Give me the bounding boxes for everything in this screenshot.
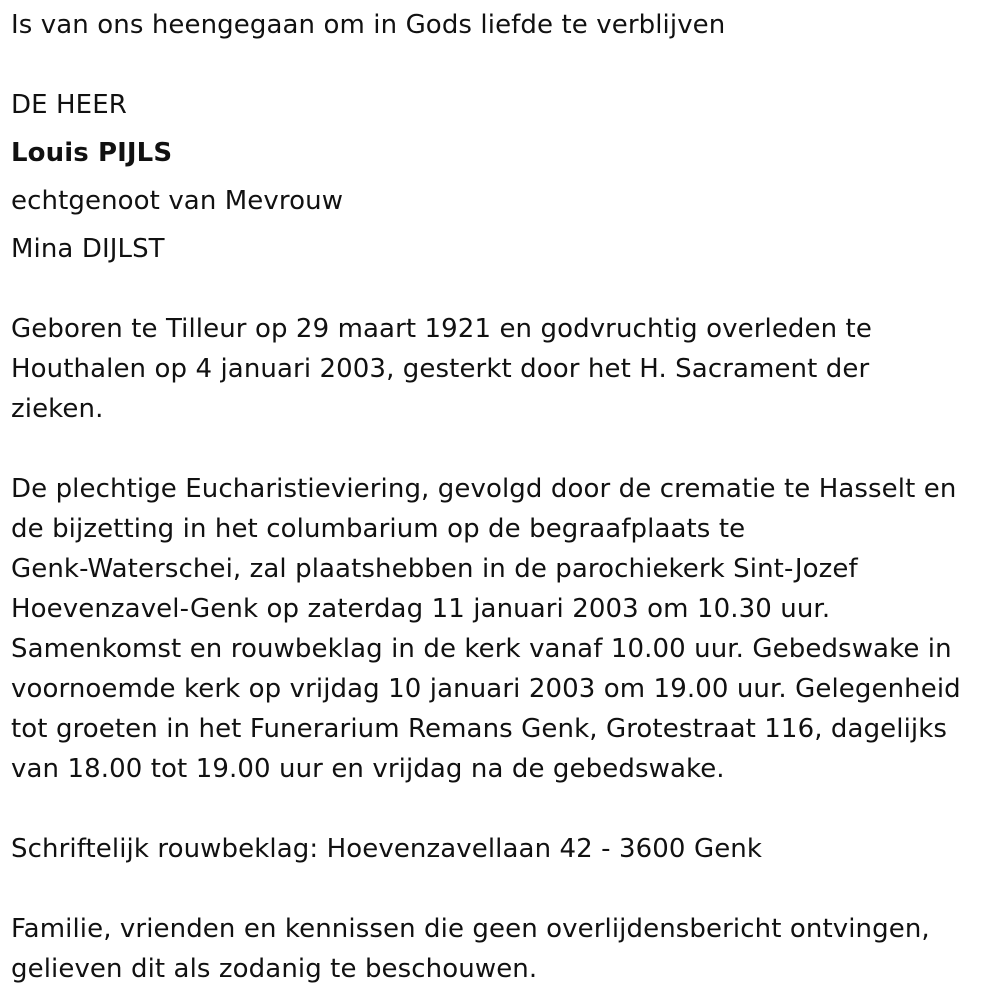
ceremony-paragraph: [11, 469, 986, 789]
spouse-name: Mina DIJLST: [11, 234, 165, 264]
birth-death-line: Houthalen op 4 januari 2003, gesterkt door het H. Sacrament der: [11, 354, 870, 384]
spouse-label: echtgenoot van Mevrouw: [11, 186, 344, 216]
closing-line: Familie, vrienden en kennissen die geen overlijdensbericht ontvingen,: [11, 914, 930, 944]
birth-death-paragraph: [11, 309, 986, 429]
ceremony-line: van 18.00 tot 19.00 uur en vrijdag na de gebedswake.: [11, 754, 725, 784]
closing-line: gelieven dit als zodanig te beschouwen.: [11, 954, 538, 984]
ceremony-line: de bijzetting in het columbarium op de begraafplaats te: [11, 514, 746, 544]
birth-death-line: zieken.: [11, 394, 104, 424]
title-prefix: DE HEER: [11, 90, 127, 120]
written-condolences: Schriftelijk rouwbeklag: Hoevenzavellaan 42 - 3600 Genk: [11, 834, 763, 864]
ceremony-line: Hoevenzavel-Genk op zaterdag 11 januari 2003 om 10.30 uur.: [11, 594, 831, 624]
ceremony-line: voornoemde kerk op vrijdag 10 januari 2003 om 19.00 uur. Gelegenheid: [11, 674, 961, 704]
closing-paragraph: [11, 909, 986, 989]
ceremony-line: tot groeten in het Funerarium Remans Genk, Grotestraat 116, dagelijks: [11, 714, 948, 744]
ceremony-line: Samenkomst en rouwbeklag in de kerk vanaf 10.00 uur. Gebedswake in: [11, 634, 952, 664]
deceased-name: Louis PIJLS: [11, 138, 173, 168]
ceremony-line: Genk-Waterschei, zal plaatshebben in de parochiekerk Sint-Jozef: [11, 554, 858, 584]
intro-text: Is van ons heengegaan om in Gods liefde te verblijven: [11, 10, 726, 40]
birth-death-line: Geboren te Tilleur op 29 maart 1921 en godvruchtig overleden te: [11, 314, 872, 344]
ceremony-line: De plechtige Eucharistieviering, gevolgd door de crematie te Hasselt en: [11, 474, 957, 504]
